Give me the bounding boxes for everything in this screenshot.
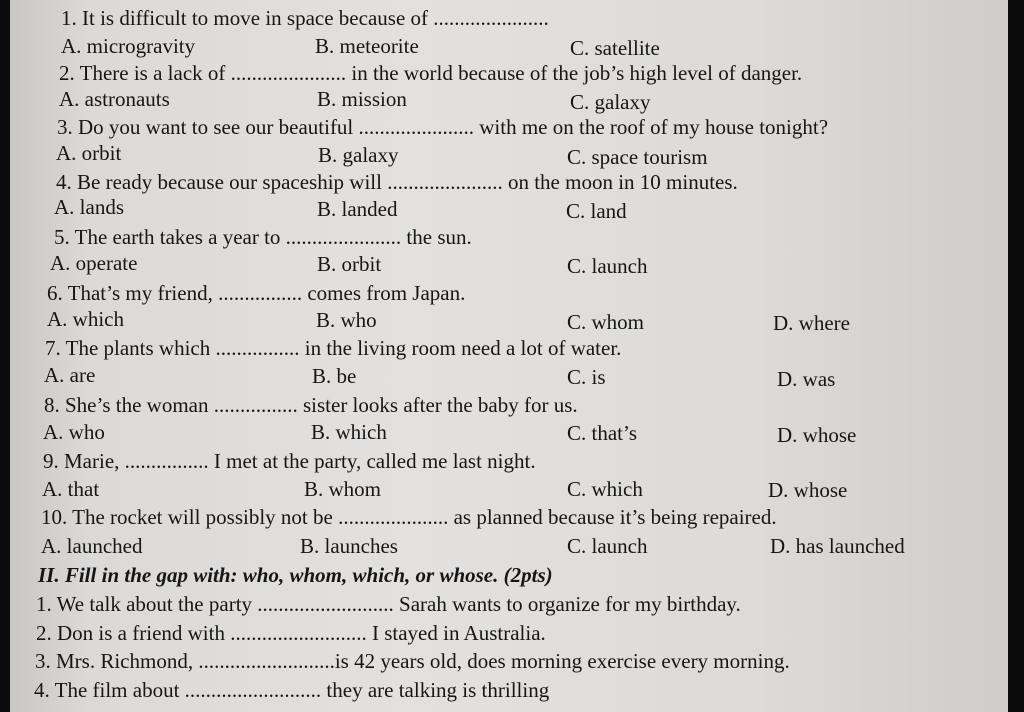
option-4c: C. land: [566, 199, 627, 223]
question-3: 3. Do you want to see our beautiful ...................... with me on the roof of my house tonight?: [57, 115, 829, 139]
option-9b: B. whom: [304, 477, 382, 501]
option-1b: B. meteorite: [315, 34, 419, 58]
option-5c: C. launch: [567, 254, 648, 278]
option-7c: C. is: [567, 365, 606, 389]
option-8b: B. which: [311, 420, 387, 444]
question-1: 1. It is difficult to move in space because of ......................: [61, 6, 549, 30]
fill-item-3: 3. Mrs. Richmond, ..........................is 42 years old, does morning exercise every morning.: [35, 649, 790, 673]
option-9d: D. whose: [768, 478, 848, 502]
option-10a: A. launched: [41, 534, 143, 558]
option-5a: A. operate: [50, 251, 138, 275]
worksheet-page: [10, 0, 1008, 712]
question-6: 6. That’s my friend, ................ comes from Japan.: [47, 281, 466, 305]
question-8: 8. She’s the woman ................ sister looks after the baby for us.: [44, 393, 578, 417]
option-10b: B. launches: [300, 534, 398, 558]
option-2b: B. mission: [317, 87, 407, 111]
question-9: 9. Marie, ................ I met at the party, called me last night.: [43, 449, 536, 473]
question-5: 5. The earth takes a year to ...................... the sun.: [54, 225, 472, 249]
option-3c: C. space tourism: [567, 145, 708, 169]
option-10d: D. has launched: [770, 534, 905, 558]
option-6b: B. who: [316, 308, 377, 332]
option-8d: D. whose: [777, 423, 857, 447]
fill-item-1: 1. We talk about the party .......................... Sarah wants to organize for my birthday.: [36, 592, 741, 616]
option-7b: B. be: [312, 364, 357, 388]
option-10c: C. launch: [567, 534, 648, 558]
option-5b: B. orbit: [317, 252, 382, 276]
question-2: 2. There is a lack of ...................... in the world because of the job’s high level of danger.: [59, 61, 803, 85]
option-9c: C. which: [567, 477, 643, 501]
option-2a: A. astronauts: [59, 87, 170, 111]
fill-item-2: 2. Don is a friend with .......................... I stayed in Australia.: [36, 621, 546, 645]
question-4: 4. Be ready because our spaceship will ...................... on the moon in 10 minutes.: [56, 170, 738, 194]
option-6a: A. which: [47, 307, 124, 331]
option-4b: B. landed: [317, 197, 398, 221]
option-3b: B. galaxy: [318, 143, 399, 167]
fill-item-4: 4. The film about .......................... they are talking is thrilling: [34, 678, 550, 702]
option-2c: C. galaxy: [570, 90, 651, 114]
option-6d: D. where: [773, 311, 850, 335]
option-3a: A. orbit: [56, 141, 122, 165]
option-9a: A. that: [42, 477, 100, 501]
option-1c: C. satellite: [570, 36, 660, 60]
question-10: 10. The rocket will possibly not be ..................... as planned because it’s being repaired.: [41, 505, 777, 529]
section-two-heading: II. Fill in the gap with: who, whom, which, or whose. (2pts): [38, 563, 553, 587]
question-7: 7. The plants which ................ in the living room need a lot of water.: [45, 336, 622, 360]
option-7a: A. are: [44, 363, 96, 387]
option-8a: A. who: [43, 420, 105, 444]
option-6c: C. whom: [567, 310, 645, 334]
option-8c: C. that’s: [567, 421, 638, 445]
option-4a: A. lands: [54, 195, 124, 219]
option-7d: D. was: [777, 367, 836, 391]
option-1a: A. microgravity: [61, 34, 196, 58]
